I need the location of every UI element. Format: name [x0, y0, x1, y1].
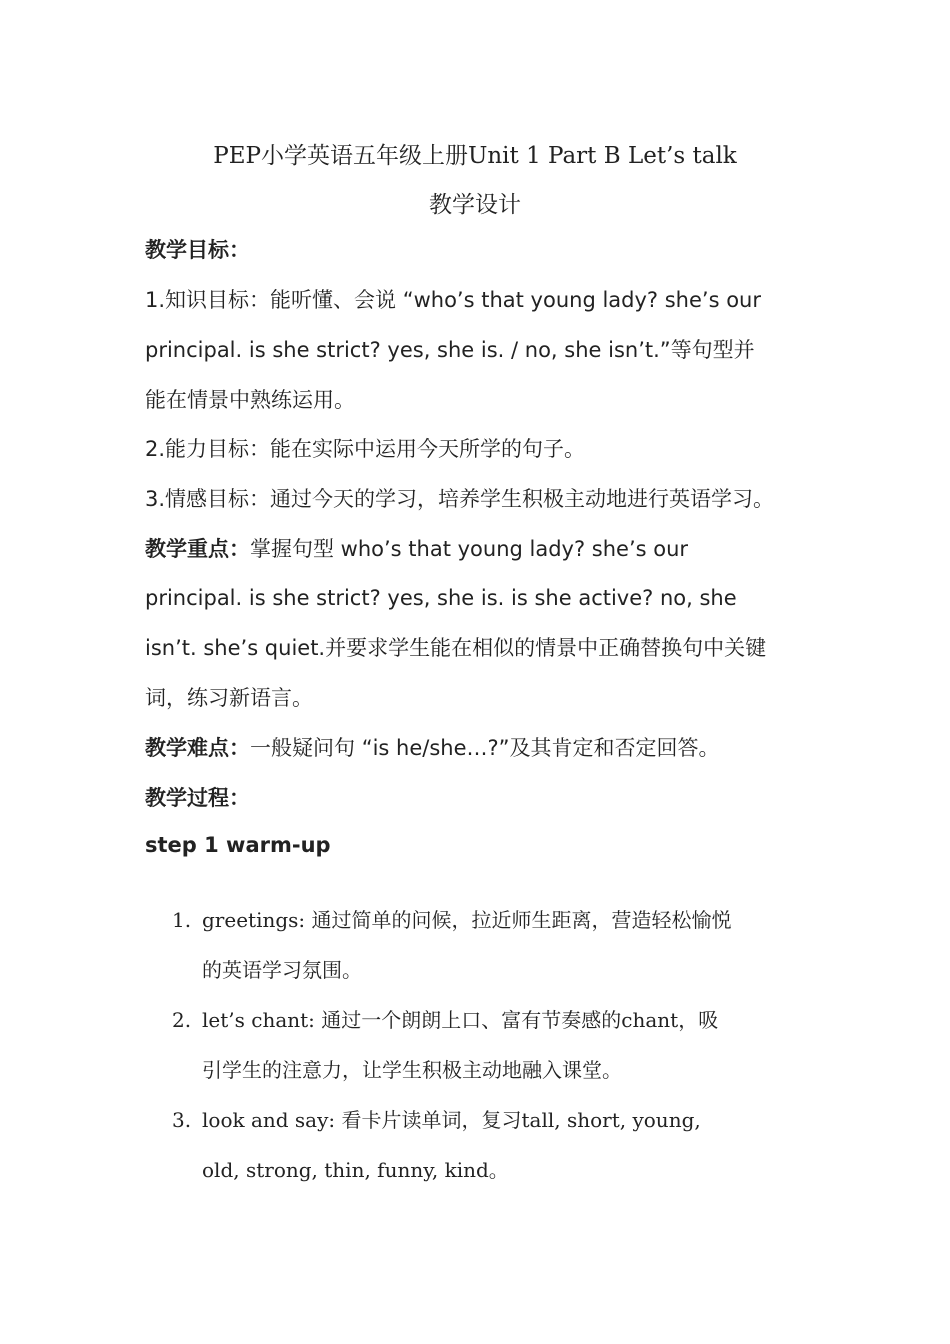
list-item-2-number: 2.	[172, 1008, 192, 1032]
objective-1-label: 知识目标：能听懂、会说	[165, 288, 397, 312]
document-subtitle: 教学设计	[429, 192, 521, 218]
difficulty-en: “is he/she…?”	[361, 736, 510, 760]
objective-3	[145, 484, 815, 514]
list-item-1-number: 1.	[172, 908, 192, 932]
objectives-heading: 教学目标：	[145, 237, 250, 262]
difficulty-heading: 教学难点：	[145, 735, 250, 760]
list-item-3	[172, 1105, 812, 1135]
objective-1-number: 1.	[145, 288, 166, 312]
list-item-2	[172, 1005, 812, 1035]
objective-2-text: 能力目标：能在实际中运用今天所学的句子。	[165, 437, 586, 461]
key-points-text-c-cn: 并要求学生能在相似的情景中正确替换句中关键	[325, 636, 767, 660]
list-item-2-line-1: let’s chant: 通过一个朗朗上口、富有节奏感的chant，吸	[202, 1008, 719, 1032]
objective-1-text-a: “who’s that young lady? she’s our	[396, 288, 761, 312]
key-points-lead: 掌握句型	[250, 537, 334, 561]
objective-1-line-3: 能在情景中熟练运用。	[145, 388, 355, 412]
objective-1-text-b: principal. is she strict? yes, she is. / no, she isn’t.”	[145, 338, 671, 362]
difficulty-lead: 一般疑问句	[250, 736, 362, 760]
objective-1-line-2	[145, 335, 815, 365]
key-points-heading: 教学重点：	[145, 536, 250, 561]
document-title: PEP小学英语五年级上册Unit 1 Part B Let’s talk	[213, 143, 737, 169]
objective-3-number: 3.	[145, 487, 166, 511]
difficulty-tail: 及其肯定和否定回答。	[509, 736, 720, 760]
process-heading: 教学过程：	[145, 785, 250, 810]
list-item-1	[172, 905, 812, 935]
difficulty-line	[145, 733, 815, 763]
step-1-heading: step 1 warm-up	[145, 833, 331, 857]
objective-1-line-1	[145, 285, 815, 315]
objective-2	[145, 434, 815, 464]
key-points-line-1	[145, 534, 815, 564]
list-item-3-line-2: old, strong, thin, funny, kind。	[202, 1158, 509, 1182]
list-item-1-line-1: greetings: 通过简单的问候，拉近师生距离，营造轻松愉悦	[202, 908, 732, 932]
list-item-1-line-2: 的英语学习氛围。	[202, 958, 362, 982]
objective-3-text: 情感目标：通过今天的学习，培养学生积极主动地进行英语学习。	[165, 487, 775, 511]
list-item-3-number: 3.	[172, 1108, 192, 1132]
list-item-2-line-2: 引学生的注意力，让学生积极主动地融入课堂。	[202, 1058, 622, 1082]
list-item-3-line-1: look and say: 看卡片读单词，复习tall, short, young,	[202, 1108, 701, 1132]
key-points-text-a: who’s that young lady? she’s our	[334, 537, 689, 561]
key-points-line-4: 词，练习新语言。	[145, 686, 313, 710]
objective-1-text-b-cn: 等句型并	[670, 338, 755, 362]
key-points-line-2: principal. is she strict? yes, she is. is she active? no, she	[145, 586, 737, 610]
key-points-text-c: isn’t. she’s quiet.	[145, 636, 326, 660]
objective-2-number: 2.	[145, 437, 166, 461]
key-points-line-3	[145, 633, 815, 663]
